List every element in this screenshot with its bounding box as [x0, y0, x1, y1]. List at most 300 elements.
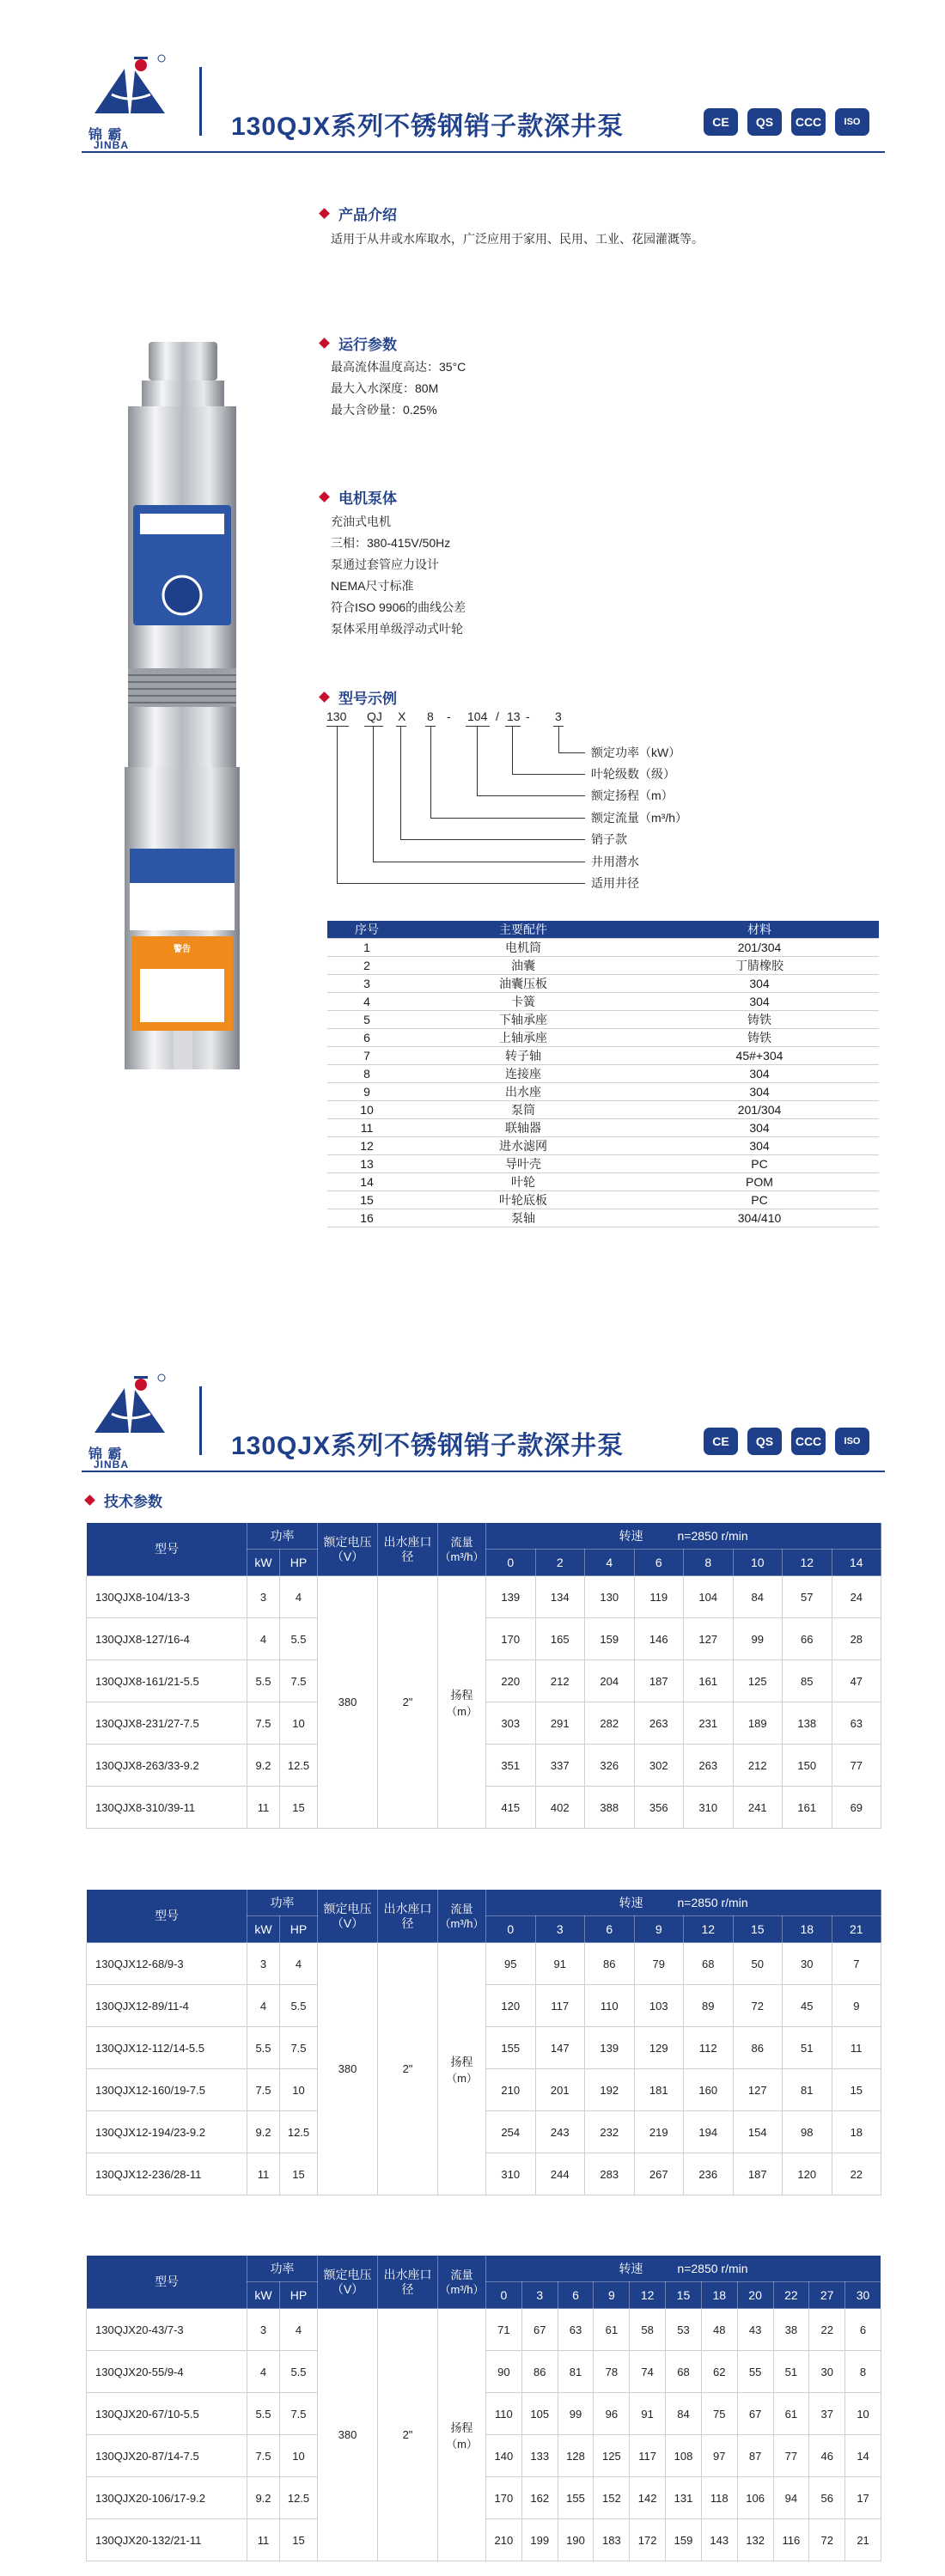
kw-cell: 5.5 — [247, 2027, 280, 2069]
head-value-cell: 190 — [558, 2519, 594, 2561]
speed-label: 转速 — [619, 2261, 643, 2275]
head-value-cell: 132 — [737, 2519, 773, 2561]
head-value-cell: 161 — [684, 1660, 734, 1702]
motor-title: 电机泵体 — [320, 486, 397, 508]
header-flow: 流量（m³/h） — [438, 1890, 486, 1943]
header-model: 型号 — [87, 2256, 247, 2309]
header-kw: kW — [247, 1550, 280, 1576]
head-value-cell: 131 — [666, 2477, 702, 2519]
intro-text: 适用于从井或水库取水，广泛应用于家用、民用、工业、花园灌溉等。 — [331, 232, 704, 246]
head-value-cell: 104 — [684, 1576, 734, 1618]
head-value-cell: 326 — [585, 1745, 635, 1787]
model-cell: 130QJX8-231/27-7.5 — [87, 1702, 247, 1745]
parts-cell: 铸铁 — [640, 1011, 879, 1029]
page-title: 130QJX系列不锈钢销子款深井泵 — [231, 1432, 625, 1460]
model-cell: 130QJX20-106/17-9.2 — [87, 2477, 247, 2519]
head-value-cell: 283 — [585, 2153, 635, 2195]
head-value-cell: 48 — [701, 2309, 737, 2351]
head-value-cell: 155 — [558, 2477, 594, 2519]
head-value-cell: 28 — [832, 1618, 881, 1660]
head-value-cell: 192 — [585, 2069, 635, 2111]
code-label: 额定流量（m³/h） — [591, 811, 687, 825]
header-flow: 流量（m³/h） — [438, 1523, 486, 1576]
head-value-cell: 155 — [486, 2027, 536, 2069]
head-value-cell: 162 — [521, 2477, 558, 2519]
pump-nameplate-brand: JINBA — [165, 518, 186, 526]
parts-header-row — [327, 921, 879, 939]
parts-cell: 卡簧 — [406, 993, 640, 1011]
spec-header-row — [87, 1890, 881, 1916]
head-value-cell: 75 — [701, 2393, 737, 2435]
head-value-cell: 140 — [486, 2435, 522, 2477]
code-label: 适用井径 — [591, 876, 639, 890]
code-label: 额定功率（kW） — [591, 746, 681, 759]
header-flow-value: 27 — [809, 2282, 845, 2309]
header-flow-value: 9 — [594, 2282, 630, 2309]
header-speed — [486, 2256, 881, 2282]
spec-table — [86, 2255, 881, 2561]
head-value-cell: 210 — [486, 2519, 522, 2561]
ce-mark-icon: CE — [704, 108, 738, 136]
spec-row — [87, 2309, 881, 2351]
head-value-cell: 204 — [585, 1660, 635, 1702]
head-value-cell: 22 — [832, 2153, 881, 2195]
head-value-cell: 69 — [832, 1787, 881, 1829]
hp-cell: 5.5 — [280, 1618, 318, 1660]
header-flow-value: 10 — [733, 1550, 783, 1576]
code-segment: X — [398, 709, 406, 723]
head-value-cell: 120 — [783, 2153, 832, 2195]
parts-cell: 丁腈橡胶 — [640, 957, 879, 975]
parts-row — [327, 1155, 879, 1173]
header-flow: 流量（m³/h） — [438, 2256, 486, 2309]
head-value-cell: 117 — [630, 2435, 666, 2477]
head-value-cell: 57 — [783, 1576, 832, 1618]
head-value-cell: 303 — [486, 1702, 536, 1745]
motor-line: 泵体采用单级浮动式叶轮 — [331, 622, 463, 636]
head-value-cell: 170 — [486, 2477, 522, 2519]
header-flow-value: 6 — [634, 1550, 684, 1576]
head-value-cell: 220 — [486, 1660, 536, 1702]
head-value-cell: 133 — [521, 2435, 558, 2477]
model-cell: 130QJX12-112/14-5.5 — [87, 2027, 247, 2069]
parts-row — [327, 993, 879, 1011]
head-value-cell: 94 — [773, 2477, 809, 2519]
header-hp: HP — [280, 1916, 318, 1943]
hp-cell: 15 — [280, 1787, 318, 1829]
parts-cell: 13 — [327, 1155, 406, 1173]
parts-cell: 8 — [327, 1065, 406, 1083]
code-segment: - — [526, 709, 530, 723]
model-cell: 130QJX12-68/9-3 — [87, 1943, 247, 1985]
model-cell: 130QJX8-127/16-4 — [87, 1618, 247, 1660]
head-value-cell: 415 — [486, 1787, 536, 1829]
hp-cell: 4 — [280, 1943, 318, 1985]
parts-cell: 12 — [327, 1137, 406, 1155]
head-value-cell: 7 — [832, 1943, 881, 1985]
head-value-cell: 6 — [845, 2309, 881, 2351]
head-value-cell: 388 — [585, 1787, 635, 1829]
voltage-cell: 380 — [318, 2309, 378, 2561]
head-value-cell: 51 — [773, 2351, 809, 2393]
parts-row — [327, 975, 879, 993]
parts-header-cell: 主要配件 — [406, 921, 640, 939]
head-value-cell: 210 — [486, 2069, 536, 2111]
header-flow-value: 3 — [535, 1916, 585, 1943]
head-value-cell: 150 — [783, 1745, 832, 1787]
qs-mark-icon: QS — [747, 108, 782, 136]
head-value-cell: 337 — [535, 1745, 585, 1787]
parts-row — [327, 1011, 879, 1029]
head-value-cell: 120 — [486, 1985, 536, 2027]
head-value-cell: 263 — [634, 1702, 684, 1745]
brand-cn: 锦 霸 — [88, 128, 123, 143]
kw-cell: 4 — [247, 2351, 280, 2393]
head-value-cell: 98 — [783, 2111, 832, 2153]
parts-cell: 9 — [327, 1083, 406, 1101]
header-outlet: 出水座口径 — [378, 1523, 438, 1576]
head-value-cell: 402 — [535, 1787, 585, 1829]
head-value-cell: 14 — [845, 2435, 881, 2477]
parts-cell: 201/304 — [640, 1101, 879, 1119]
qs-mark-icon: QS — [747, 1428, 782, 1455]
code-segment: / — [496, 709, 499, 723]
header-flow-value: 18 — [783, 1916, 832, 1943]
params-line: 最高流体温度高达：35°C — [331, 360, 466, 374]
parts-cell: 304 — [640, 1065, 879, 1083]
header-power: 功率 — [247, 1523, 318, 1550]
header-model: 型号 — [87, 1523, 247, 1576]
model-cell: 130QJX20-87/14-7.5 — [87, 2435, 247, 2477]
speed-value: n=2850 r/min — [677, 1528, 748, 1543]
parts-header-cell: 材料 — [640, 921, 879, 939]
head-value-cell: 110 — [585, 1985, 635, 2027]
head-value-cell: 38 — [773, 2309, 809, 2351]
ccc-mark-icon: CCC — [791, 1428, 826, 1455]
parts-cell: 201/304 — [640, 939, 879, 957]
head-value-cell: 282 — [585, 1702, 635, 1745]
head-value-cell: 267 — [634, 2153, 684, 2195]
header-flow-value: 15 — [666, 2282, 702, 2309]
hp-cell: 10 — [280, 1702, 318, 1745]
head-value-cell: 81 — [783, 2069, 832, 2111]
head-value-cell: 18 — [832, 2111, 881, 2153]
head-value-cell: 139 — [486, 1576, 536, 1618]
head-value-cell: 172 — [630, 2519, 666, 2561]
code-segment: 8 — [427, 709, 434, 723]
params-line: 最大入水深度：80M — [331, 381, 439, 395]
bullet-diamond-icon — [84, 1495, 95, 1506]
head-value-cell: 241 — [733, 1787, 783, 1829]
head-value-cell: 161 — [783, 1787, 832, 1829]
hp-cell: 5.5 — [280, 1985, 318, 2027]
kw-cell: 3 — [247, 1943, 280, 1985]
params-title: 运行参数 — [320, 332, 397, 354]
kw-cell: 4 — [247, 1985, 280, 2027]
speed-value: n=2850 r/min — [677, 1895, 748, 1909]
model-cell: 130QJX20-67/10-5.5 — [87, 2393, 247, 2435]
parts-cell: 泵筒 — [406, 1101, 640, 1119]
header-power: 功率 — [247, 2256, 318, 2282]
parts-cell: 铸铁 — [640, 1029, 879, 1047]
kw-cell: 3 — [247, 2309, 280, 2351]
kw-cell: 7.5 — [247, 2069, 280, 2111]
model-cell: 130QJX8-310/39-11 — [87, 1787, 247, 1829]
hp-cell: 15 — [280, 2519, 318, 2561]
head-value-cell: 46 — [809, 2435, 845, 2477]
head-value-cell: 30 — [783, 1943, 832, 1985]
motor-line: 泵通过套管应力设计 — [331, 557, 439, 571]
kw-cell: 9.2 — [247, 1745, 280, 1787]
jinba-logo-icon — [86, 52, 172, 129]
lead-line — [337, 727, 585, 884]
header-outlet: 出水座口径 — [378, 2256, 438, 2309]
head-value-cell: 91 — [535, 1943, 585, 1985]
head-value-cell: 91 — [630, 2393, 666, 2435]
motor-list — [331, 511, 466, 640]
head-value-cell: 97 — [701, 2435, 737, 2477]
spec-header-row — [87, 1523, 881, 1550]
motor-line: 充油式电机 — [331, 515, 391, 528]
head-value-cell: 85 — [783, 1660, 832, 1702]
parts-row — [327, 939, 879, 957]
parts-row — [327, 1191, 879, 1209]
parts-row — [327, 1065, 879, 1083]
parts-cell: PC — [640, 1155, 879, 1173]
head-value-cell: 74 — [630, 2351, 666, 2393]
parts-row — [327, 1101, 879, 1119]
hp-cell: 12.5 — [280, 1745, 318, 1787]
code-segment: 130 — [326, 709, 347, 723]
head-value-cell: 95 — [486, 1943, 536, 1985]
head-value-cell: 63 — [832, 1702, 881, 1745]
header-flow-value: 18 — [701, 2282, 737, 2309]
head-value-cell: 134 — [535, 1576, 585, 1618]
kw-cell: 7.5 — [247, 1702, 280, 1745]
kw-cell: 7.5 — [247, 2435, 280, 2477]
parts-row — [327, 1173, 879, 1191]
model-example-title: 型号示例 — [320, 686, 397, 708]
parts-row — [327, 1029, 879, 1047]
header-flow-value: 22 — [773, 2282, 809, 2309]
head-value-cell: 81 — [558, 2351, 594, 2393]
head-value-cell: 147 — [535, 2027, 585, 2069]
speed-label: 转速 — [619, 1895, 643, 1909]
parts-cell: 11 — [327, 1119, 406, 1137]
kw-cell: 11 — [247, 2519, 280, 2561]
parts-cell: 5 — [327, 1011, 406, 1029]
head-value-cell: 139 — [585, 2027, 635, 2069]
parts-cell: 油囊压板 — [406, 975, 640, 993]
header-divider — [199, 67, 202, 136]
model-cell: 130QJX8-161/21-5.5 — [87, 1660, 247, 1702]
brand-en: JINBA — [94, 1459, 130, 1471]
parts-cell: 10 — [327, 1101, 406, 1119]
head-value-cell: 58 — [630, 2309, 666, 2351]
head-value-cell: 152 — [594, 2477, 630, 2519]
head-value-cell: 302 — [634, 1745, 684, 1787]
head-value-cell: 236 — [684, 2153, 734, 2195]
parts-row — [327, 957, 879, 975]
parts-cell: 导叶壳 — [406, 1155, 640, 1173]
spec-table-q20 — [86, 2255, 881, 2561]
head-value-cell: 351 — [486, 1745, 536, 1787]
brand-en: JINBA — [94, 139, 130, 151]
model-cell: 130QJX12-236/28-11 — [87, 2153, 247, 2195]
parts-header-cell: 序号 — [327, 921, 406, 939]
parts-body — [327, 939, 879, 1227]
head-value-cell: 61 — [594, 2309, 630, 2351]
head-value-cell: 125 — [733, 1660, 783, 1702]
parts-cell: 304 — [640, 975, 879, 993]
head-value-cell: 125 — [594, 2435, 630, 2477]
code-label: 销子款 — [591, 832, 627, 846]
head-value-cell: 21 — [845, 2519, 881, 2561]
head-value-cell: 127 — [684, 1618, 734, 1660]
model-cell: 130QJX20-132/21-11 — [87, 2519, 247, 2561]
head-value-cell: 118 — [701, 2477, 737, 2519]
header-hp: HP — [280, 2282, 318, 2309]
outlet-cell: 2" — [378, 2309, 438, 2561]
head-value-cell: 72 — [809, 2519, 845, 2561]
header-rule — [82, 151, 885, 153]
head-value-cell: 130 — [585, 1576, 635, 1618]
head-value-cell: 310 — [684, 1787, 734, 1829]
header-flow-value: 12 — [684, 1916, 734, 1943]
head-label-cell: 扬程（m） — [438, 2309, 486, 2561]
page-title: 130QJX系列不锈钢销子款深井泵 — [231, 113, 625, 141]
parts-cell: 进水滤网 — [406, 1137, 640, 1155]
head-value-cell: 8 — [845, 2351, 881, 2393]
model-cell: 130QJX12-194/23-9.2 — [87, 2111, 247, 2153]
header-power: 功率 — [247, 1890, 318, 1916]
head-value-cell: 15 — [832, 2069, 881, 2111]
speed-value: n=2850 r/min — [677, 2261, 748, 2275]
hp-cell: 10 — [280, 2435, 318, 2477]
voltage-cell: 380 — [318, 1943, 378, 2195]
intro-title: 产品介绍 — [320, 203, 397, 224]
head-value-cell: 67 — [521, 2309, 558, 2351]
code-segment: QJ — [367, 709, 382, 723]
head-value-cell: 84 — [733, 1576, 783, 1618]
head-value-cell: 71 — [486, 2309, 522, 2351]
parts-cell: 电机筒 — [406, 939, 640, 957]
header-divider — [199, 1386, 202, 1455]
parts-cell: 油囊 — [406, 957, 640, 975]
parts-cell: 转子轴 — [406, 1047, 640, 1065]
header-kw: kW — [247, 2282, 280, 2309]
hp-cell: 4 — [280, 2309, 318, 2351]
spec-row — [87, 1943, 881, 1985]
head-value-cell: 117 — [535, 1985, 585, 2027]
head-label-cell: 扬程（m） — [438, 1943, 486, 2195]
kw-cell: 5.5 — [247, 2393, 280, 2435]
speed-label: 转速 — [619, 1528, 643, 1543]
head-value-cell: 79 — [634, 1943, 684, 1985]
bullet-diamond-icon — [319, 208, 330, 219]
head-value-cell: 254 — [486, 2111, 536, 2153]
params-list — [331, 356, 466, 421]
head-value-cell: 244 — [535, 2153, 585, 2195]
head-value-cell: 55 — [737, 2351, 773, 2393]
parts-row — [327, 1209, 879, 1227]
head-value-cell: 47 — [832, 1660, 881, 1702]
brand-cn: 锦 霸 — [88, 1447, 123, 1462]
voltage-cell: 380 — [318, 1576, 378, 1829]
parts-cell: 304/410 — [640, 1209, 879, 1227]
code-segment: - — [447, 709, 451, 723]
header-speed — [486, 1890, 881, 1916]
header-flow-value: 9 — [634, 1916, 684, 1943]
kw-cell: 9.2 — [247, 2111, 280, 2153]
parts-cell: 15 — [327, 1191, 406, 1209]
spec-table-q8 — [86, 1522, 881, 1829]
head-value-cell: 77 — [773, 2435, 809, 2477]
head-value-cell: 77 — [832, 1745, 881, 1787]
spec-table-q12 — [86, 1889, 881, 2195]
parts-cell: 16 — [327, 1209, 406, 1227]
parts-cell: 304 — [640, 1083, 879, 1101]
parts-cell: 45#+304 — [640, 1047, 879, 1065]
head-value-cell: 24 — [832, 1576, 881, 1618]
head-label-cell: 扬程（m） — [438, 1576, 486, 1829]
head-value-cell: 105 — [521, 2393, 558, 2435]
head-value-cell: 56 — [809, 2477, 845, 2519]
hp-cell: 5.5 — [280, 2351, 318, 2393]
spec-table — [86, 1522, 881, 1829]
header-flow-value: 0 — [486, 1550, 536, 1576]
hp-cell: 7.5 — [280, 2027, 318, 2069]
head-value-cell: 189 — [733, 1702, 783, 1745]
parts-cell: 3 — [327, 975, 406, 993]
kw-cell: 5.5 — [247, 1660, 280, 1702]
ce-mark-icon: CE — [704, 1428, 738, 1455]
kw-cell: 4 — [247, 1618, 280, 1660]
head-value-cell: 43 — [737, 2309, 773, 2351]
head-value-cell: 37 — [809, 2393, 845, 2435]
hp-cell: 12.5 — [280, 2477, 318, 2519]
header-flow-value: 21 — [832, 1916, 881, 1943]
iso-mark-icon: ISO — [835, 108, 869, 136]
params-line: 最大含砂量：0.25% — [331, 403, 437, 417]
head-value-cell: 112 — [684, 2027, 734, 2069]
header-flow-value: 4 — [585, 1550, 635, 1576]
head-value-cell: 110 — [486, 2393, 522, 2435]
head-value-cell: 96 — [594, 2393, 630, 2435]
parts-cell: 出水座 — [406, 1083, 640, 1101]
head-value-cell: 219 — [634, 2111, 684, 2153]
head-value-cell: 181 — [634, 2069, 684, 2111]
parts-cell: 1 — [327, 939, 406, 957]
head-value-cell: 187 — [634, 1660, 684, 1702]
header-outlet: 出水座口径 — [378, 1890, 438, 1943]
code-segment: 104 — [467, 709, 488, 723]
header-flow-value: 2 — [535, 1550, 585, 1576]
header-flow-value: 8 — [684, 1550, 734, 1576]
parts-row — [327, 1047, 879, 1065]
hp-cell: 4 — [280, 1576, 318, 1618]
code-segment: 3 — [555, 709, 562, 723]
head-value-cell: 128 — [558, 2435, 594, 2477]
bullet-diamond-icon — [319, 691, 330, 703]
header-top — [82, 52, 885, 155]
header-flow-value: 0 — [486, 1916, 536, 1943]
head-value-cell: 201 — [535, 2069, 585, 2111]
header-flow-value: 15 — [733, 1916, 783, 1943]
header-flow-value: 6 — [558, 2282, 594, 2309]
parts-cell: 7 — [327, 1047, 406, 1065]
head-value-cell: 67 — [737, 2393, 773, 2435]
